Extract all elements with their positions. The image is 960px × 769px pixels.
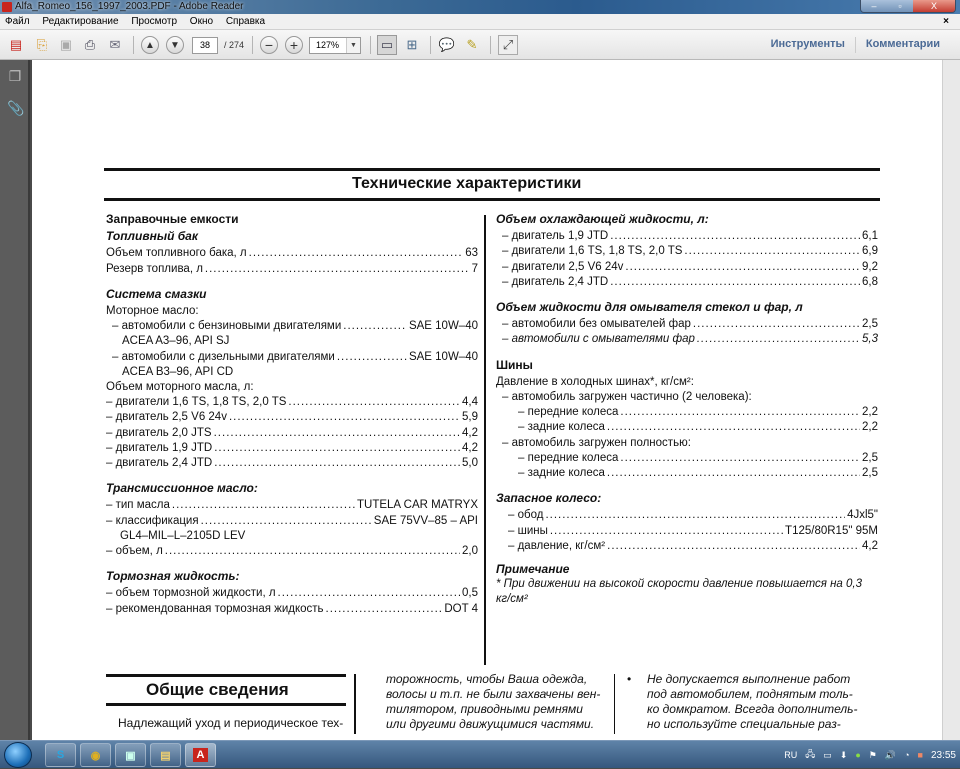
section-heading: Запасное колесо: [496,491,602,506]
spec-row: – классификация ..... SAE 75VV–85 – API [106,514,478,529]
spec-row: – автомобили с бензиновыми двигателями ..... SAE 10W–40 [106,319,478,334]
zoom-in-icon[interactable]: + [285,36,303,54]
spec-row: – двигатель 1,9 JTD ..... 6,1 [496,229,878,244]
zoom-out-icon[interactable]: − [260,36,278,54]
spec-row: – объем, л ..... 2,0 [106,544,478,559]
spec-row: – обод ..... 4Jxl5" [496,508,878,523]
right-column [496,212,878,608]
computer-taskbar-icon[interactable]: ▣ [115,743,146,767]
previous-page-icon[interactable]: ▲ [141,36,159,54]
open-file-icon[interactable]: ⎘ [36,37,48,52]
section-rule-top [106,674,346,677]
menu-edit[interactable]: Редактирование [42,16,119,27]
text-line: тилятором, приводными ремнями [386,702,583,716]
note-heading: Примечание [496,562,570,577]
text-line: но используйте специальные раз- [647,717,841,731]
menu-window[interactable]: Окно [189,16,214,27]
menu-bar [0,14,960,30]
title-rule-bottom [104,198,880,201]
chevron-down-icon[interactable]: ▼ [346,38,360,53]
create-pdf-icon[interactable]: ▤ [9,37,23,52]
volume-icon[interactable]: 🔊 [884,749,897,760]
language-indicator[interactable]: RU [784,750,798,760]
column-divider [484,215,486,665]
comments-link[interactable]: Комментарии [865,38,940,50]
bullet: • [627,672,632,686]
section-heading: Тормозная жидкость: [106,569,240,584]
security-icon[interactable]: ● [855,750,861,760]
action-center-flag-icon[interactable]: ⚑ [868,749,877,760]
spec-row: – тип масла ..... TUTELA CAR MATRYX [106,498,478,513]
panel-links [761,38,950,53]
toolbar-separator [252,36,253,54]
zoom-value: 127% [316,40,340,50]
left-column [106,208,478,617]
update-icon[interactable]: ⬇ [839,749,848,760]
attachments-icon[interactable]: 📎 [7,100,25,116]
text-line: под автомобилем, поднятым толь- [647,687,853,701]
spec-row: Резерв топлива, л ..... 7 [106,262,478,277]
spec-row: – передние колеса ..... 2,5 [496,451,878,466]
spec-label: – автомобиль загружен полностью: [502,436,691,449]
section-heading: Шины [496,357,533,372]
menu-file[interactable]: Файл [5,16,30,27]
spec-row: – двигатель 2,4 JTD ..... 6,8 [496,275,878,290]
clock[interactable]: 23:55 [930,749,956,761]
close-document-button[interactable]: × [943,16,949,27]
tools-link[interactable]: Инструменты [770,38,845,50]
spec-row: – двигатель 1,9 JTD ..... 4,2 [106,441,478,456]
spec-label: Давление в холодных шинах*, кг/см²: [496,375,694,388]
text-line: ко домкратом. Всегда дополнитель- [647,702,858,716]
save-icon[interactable]: ▣ [59,37,73,52]
spec-label: Объем моторного масла, л: [106,381,254,394]
section-heading: Топливный бак [106,229,198,244]
title-bar [0,0,960,14]
text-line: торожность, чтобы Ваша одежда, [386,672,588,686]
print-icon[interactable]: ⎙ [84,37,96,52]
gauge-icon[interactable]: ◔ [904,750,910,760]
spec-row: – двигатели 1,6 TS, 1,8 TS, 2,0 TS ..... 4,4 [106,395,478,410]
network-icon[interactable]: 🖧 [805,749,816,759]
toolbar-separator [490,36,491,54]
page-total: / 274 [224,40,245,50]
spec-row: – автомобили с омывателями фар ..... 5,3 [496,332,878,347]
restore-button[interactable]: ▫ [887,0,913,13]
section-heading: Заправочные емкости [106,212,239,226]
column-divider [614,674,615,734]
fit-page-icon[interactable]: ▭ [377,35,397,55]
page-number-input[interactable]: 38 [192,37,218,54]
spec-row: – автомобили с дизельными двигателями ..... SAE 10W–40 [106,350,478,365]
display-icon[interactable]: ▭ [823,749,832,760]
taskbar [0,740,960,768]
spec-row: – двигатель 2,4 JTD ..... 5,0 [106,456,478,471]
full-screen-icon[interactable]: ⤢ [498,35,518,55]
column-divider [354,674,356,734]
spec-cont: ACEA B3–96, API CD [122,365,234,378]
spec-row: – передние колеса ..... 2,2 [496,405,878,420]
note-text: * При движении на высокой скорости давление повышается на 0,3 кг/см² [496,578,863,606]
menu-help[interactable]: Справка [225,16,266,27]
vertical-scrollbar[interactable] [942,60,960,740]
zoom-select[interactable] [309,37,361,54]
next-page-heading: Общие сведения [146,680,289,699]
spec-cont: ACEA A3–96, API SJ [122,335,230,348]
navigation-panel [0,60,30,740]
chrome-taskbar-icon[interactable]: ◉ [80,743,111,767]
fit-width-icon[interactable]: ⊞ [406,37,418,52]
window-title: Alfa_Romeo_156_1997_2003.PDF - Adobe Reader [15,1,244,12]
email-icon[interactable]: ✉ [109,37,121,52]
spec-row: – задние колеса ..... 2,2 [496,420,878,435]
window-controls [860,0,956,13]
toolbar-separator [430,36,431,54]
spec-label: Моторное масло: [106,305,199,318]
section-heading: Трансмиссионное масло: [106,481,258,496]
section-rule-bottom [106,703,346,706]
section-heading: Объем жидкости для омывателя стекол и фар, л [496,300,803,315]
pages-icon[interactable]: ❐ [8,68,22,84]
spec-row: – шины ..... T125/80R15" 95M [496,524,878,539]
spec-row: – двигатели 1,6 TS, 1,8 TS, 2,0 TS ..... 6,9 [496,244,878,259]
toolbar-separator [133,36,134,54]
text-line: или другими движущимися частями. [386,717,595,731]
close-button[interactable]: X [913,0,955,13]
next-page-icon[interactable]: ▼ [166,36,184,54]
minimize-button[interactable]: – [861,0,887,13]
spec-row: Объем топливного бака, л ..... 63 [106,246,478,261]
toolbar-separator [370,36,371,54]
menu-view[interactable]: Просмотр [131,16,178,27]
text-line: волосы и т.п. не были захвачены вен- [386,687,601,701]
explorer-taskbar-icon[interactable]: ▤ [150,743,181,767]
skype-taskbar-icon[interactable]: S [45,743,76,767]
spec-row: – двигатель 2,5 V6 24v ..... 5,9 [106,410,478,425]
document-page [32,60,942,740]
spec-row: – рекомендованная тормозная жидкость ..... DOT 4 [106,602,478,617]
spec-label: – автомобиль загружен частично (2 человека): [502,391,752,404]
spec-row: – давление, кг/см² ..... 4,2 [496,539,878,554]
title-rule-top [104,168,880,171]
app-tray-icon[interactable]: ■ [917,750,923,760]
section-heading: Система смазки [106,286,207,301]
spec-row: – двигатель 2,0 JTS ..... 4,2 [106,426,478,441]
system-tray [780,741,960,769]
page-title: Технические характеристики [352,175,582,192]
spec-cont: GL4–MIL–L–2105D LEV [120,529,246,542]
next-page-column-2 [386,672,640,732]
section-heading: Объем охлаждающей жидкости, л: [496,212,709,226]
next-page-text: Надлежащий уход и периодическое тех- [118,716,344,730]
adobe-reader-taskbar-icon[interactable]: A [185,743,216,767]
spec-row: – автомобили без омывателей фар ..... 2,5 [496,317,878,332]
next-page-column-3 [647,672,881,732]
spec-row: – объем тормозной жидкости, л ..... 0,5 [106,586,478,601]
spec-row: – задние колеса ..... 2,5 [496,466,878,481]
toolbar [0,30,960,60]
comment-icon[interactable]: 💬 [438,37,456,52]
text-line: Не допускается выполнение работ [647,672,851,686]
highlight-text-icon[interactable]: ✎ [466,37,478,52]
adobe-reader-icon [2,2,12,12]
start-button[interactable] [4,742,32,768]
spec-row: – двигатели 2,5 V6 24v ..... 9,2 [496,260,878,275]
